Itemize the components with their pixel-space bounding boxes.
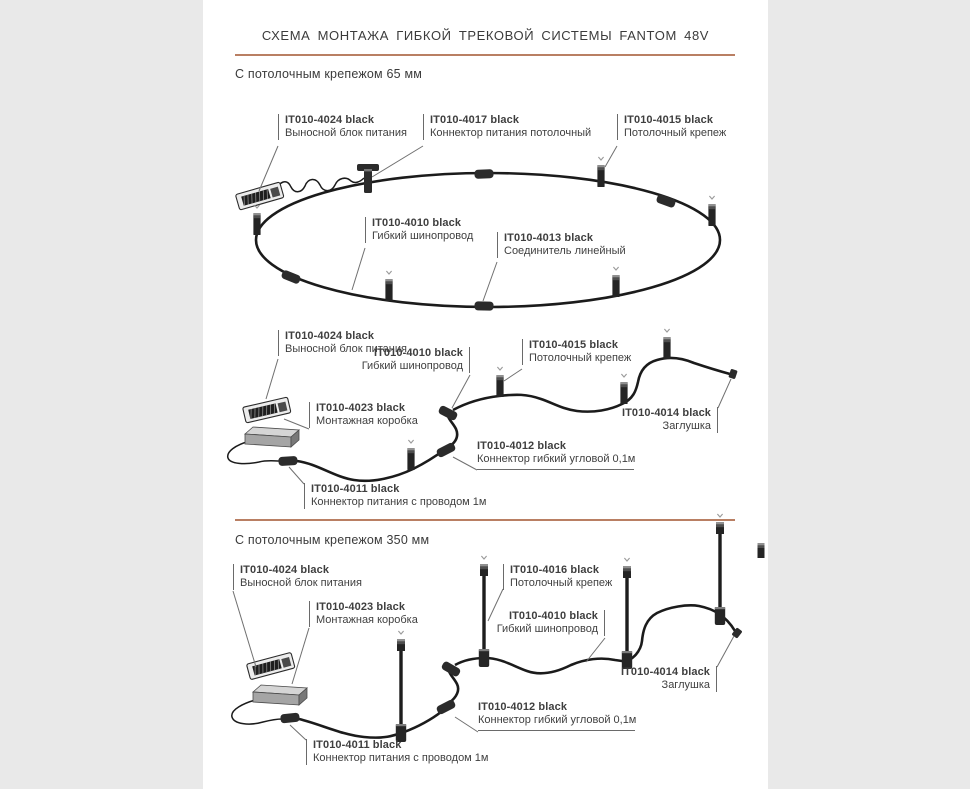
label-d1-it010-4013: IT010-4013 black Соединитель линейный (497, 232, 626, 258)
label-d3-it010-4024: IT010-4024 black Выносной блок питания (233, 564, 362, 590)
diagram-oval-65mm (235, 157, 720, 311)
power-supply-icon (243, 397, 291, 423)
ceiling-mount-350-icon (396, 631, 406, 742)
power-connector-icon (278, 456, 298, 466)
ceiling-mount-65-icon (385, 271, 392, 301)
label-d1-it010-4010: IT010-4010 black Гибкий шинопровод (365, 217, 473, 243)
end-cap-icon (728, 369, 737, 380)
label-d2-it010-4011: IT010-4011 black Коннектор питания с проводом 1м (304, 483, 486, 509)
label-d2-it010-4012: IT010-4012 black Коннектор гибкий угловой 0,1м (477, 440, 634, 470)
ceiling-mount-65-icon (253, 205, 260, 235)
ceiling-mount-65-icon (708, 196, 715, 226)
section-divider (235, 519, 735, 521)
mounting-box-icon (253, 685, 307, 705)
corner-connector-icon (435, 442, 456, 459)
ceiling-mount-65-icon (663, 329, 670, 359)
label-d1-it010-4024: IT010-4024 black Выносной блок питания (278, 114, 407, 140)
section-heading-350mm: С потолочным крепежом 350 мм (235, 533, 430, 547)
power-supply-icon (246, 652, 295, 679)
label-d3-it010-4012: IT010-4012 black Коннектор гибкий угловой 0,1м (478, 701, 635, 731)
label-d3-it010-4023: IT010-4023 black Монтажная коробка (309, 601, 418, 627)
power-supply-icon (235, 182, 284, 210)
label-d3-it010-4010: IT010-4010 black Гибкий шинопровод (497, 610, 605, 636)
label-d3-it010-4014: IT010-4014 black Заглушка (621, 666, 717, 692)
ceiling-power-connector-icon (357, 164, 379, 193)
corner-connector-icon (435, 699, 456, 716)
linear-connector-icon (474, 169, 493, 179)
label-d1-it010-4017: IT010-4017 black Коннектор питания потолочный (423, 114, 591, 140)
label-d2-it010-4014: IT010-4014 black Заглушка (622, 407, 718, 433)
ceiling-mount-65-icon (620, 374, 627, 404)
label-d2-it010-4010: IT010-4010 black Гибкий шинопровод (362, 347, 470, 373)
label-d1-it010-4015: IT010-4015 black Потолочный крепеж (617, 114, 726, 140)
stray-mount-cap-icon (758, 543, 765, 558)
linear-connector-icon (474, 301, 493, 310)
section-divider (235, 54, 735, 56)
ceiling-mount-65-icon (496, 367, 503, 397)
label-d2-it010-4015: IT010-4015 black Потолочный крепеж (522, 339, 631, 365)
ceiling-mount-350-icon (715, 514, 725, 625)
linear-connector-icon (281, 269, 302, 284)
label-d3-it010-4016: IT010-4016 black Потолочный крепеж (503, 564, 612, 590)
ceiling-mount-65-icon (597, 157, 604, 187)
ceiling-mount-65-icon (612, 267, 619, 297)
mounting-box-icon (245, 427, 299, 447)
label-d2-it010-4023: IT010-4023 black Монтажная коробка (309, 402, 418, 428)
label-d2-it010-4024: IT010-4024 black Выносной блок питания (278, 330, 407, 356)
ceiling-mount-350-icon (622, 558, 632, 669)
ceiling-mount-350-icon (479, 556, 489, 667)
page-title: СХЕМА МОНТАЖА ГИБКОЙ ТРЕКОВОЙ СИСТЕМЫ FANTOM 48V (261, 28, 710, 43)
ceiling-mount-65-icon (407, 440, 414, 470)
section-heading-65mm: С потолочным крепежом 65 мм (235, 67, 423, 81)
label-d3-it010-4011: IT010-4011 black Коннектор питания с проводом 1м (306, 739, 488, 765)
power-connector-icon (280, 713, 300, 724)
